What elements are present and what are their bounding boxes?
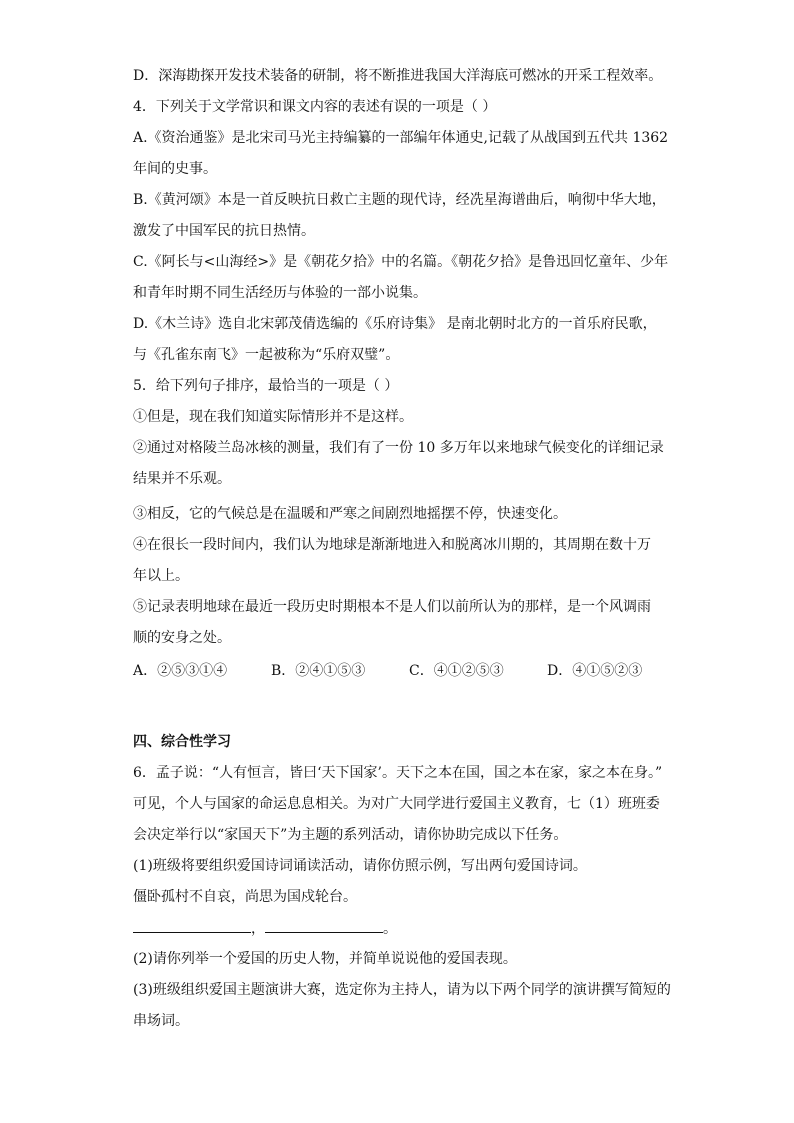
q5-sentence-4-line2: 年以上。 — [133, 568, 189, 584]
q6-answer-blank-row — [133, 918, 397, 939]
q3-option-d: D．深海勘探开发技术装备的研制，将不断推进我国大洋海底可燃冰的开采工程效率。 — [133, 68, 663, 84]
blank-period: 。 — [383, 921, 397, 937]
q4-option-b-line1: B.《黄河颂》本是一首反映抗日救亡主题的现代诗，经冼星海谱曲后，响彻中华大地， — [133, 192, 666, 208]
q5-stem: 5．给下列句子排序，最恰当的一项是（ ） — [133, 378, 399, 394]
q4-option-a-line1: A.《资治通鉴》是北宋司马光主持编纂的一部编年体通史,记载了从战国到五代共 1362 — [133, 130, 669, 146]
blank-comma: ， — [251, 921, 265, 937]
q4-option-a-line2: 年间的史事。 — [133, 161, 217, 177]
q6-intro-line2: 可见，个人与国家的命运息息相关。为对广大同学进行爱国主义教育，七（1）班班委 — [133, 796, 660, 812]
q5-option-a: A．②⑤③①④ — [133, 663, 228, 679]
q4-option-c-line1: C.《阿长与<山海经>》是《朝花夕拾》中的名篇。《朝花夕拾》是鲁迅回忆童年、少年 — [133, 254, 669, 270]
q5-option-d: D．④①⑤②③ — [547, 663, 643, 679]
q6-task-3-line1: (3)班级组织爱国主题演讲大赛，选定你为主持人，请为以下两个同学的演讲撰写简短的 — [133, 982, 671, 998]
q5-sentence-3: ③相反，它的气候总是在温暖和严寒之间剧烈地摇摆不停，快速变化。 — [133, 506, 567, 522]
q6-task-1: (1)班级将要组织爱国诗词诵读活动，请你仿照示例，写出两句爱国诗词。 — [133, 858, 587, 874]
q6-example-poem: 僵卧孤村不自哀，尚思为国戍轮台。 — [133, 889, 357, 905]
q4-option-d-line1: D.《木兰诗》选自北宋郭茂倩选编的《乐府诗集》 是南北朝时北方的一首乐府民歌， — [133, 316, 657, 332]
q5-option-c: C．④①②⑤③ — [409, 663, 504, 679]
q5-sentence-5-line2: 顺的安身之处。 — [133, 630, 231, 646]
q5-sentence-1: ①但是，现在我们知道实际情形并不是这样。 — [133, 409, 413, 425]
q6-intro-line1: 6．孟子说：“人有恒言，皆曰‘天下国家’。天下之本在国，国之本在家，家之本在身。” — [133, 765, 663, 781]
q5-sentence-2-line1: ②通过对格陵兰岛冰核的测量，我们有了一份 10 多万年以来地球气候变化的详细记录 — [133, 440, 664, 456]
answer-blank-2[interactable] — [265, 918, 383, 933]
q5-sentence-5-line1: ⑤记录表明地球在最近一段历史时期根本不是人们以前所认为的那样，是一个风调雨 — [133, 599, 651, 615]
answer-blank-1[interactable] — [133, 918, 251, 933]
q4-option-c-line2: 和青年时期不同生活经历与体验的一部小说集。 — [133, 285, 427, 301]
q5-options — [133, 661, 693, 681]
q6-task-2: (2)请你列举一个爱国的历史人物，并简单说说他的爱国表现。 — [133, 951, 517, 967]
q4-stem: 4．下列关于文学常识和课文内容的表述有误的一项是（ ） — [133, 99, 497, 115]
q5-sentence-4-line1: ④在很长一段时间内，我们认为地球是渐渐地进入和脱离冰川期的，其周期在数十万 — [133, 537, 651, 553]
q4-option-b-line2: 激发了中国军民的抗日热情。 — [133, 223, 315, 239]
q4-option-d-line2: 与《孔雀东南飞》一起被称为“乐府双璧”。 — [133, 347, 400, 363]
q6-task-3-line2: 串场词。 — [133, 1013, 189, 1029]
q5-option-b: B．②④①⑤③ — [271, 663, 366, 679]
q6-intro-line3: 会决定举行以“家国天下”为主题的系列活动，请你协助完成以下任务。 — [133, 827, 568, 843]
section-heading-comprehensive-study: 四、综合性学习 — [133, 734, 231, 750]
q5-sentence-2-line2: 结果并不乐观。 — [133, 471, 231, 487]
